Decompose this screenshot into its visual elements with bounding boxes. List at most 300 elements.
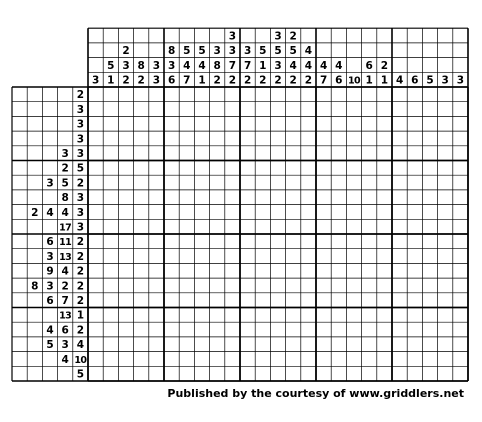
grid-cell[interactable] — [179, 146, 194, 161]
grid-cell[interactable] — [301, 87, 316, 102]
grid-cell[interactable] — [255, 219, 270, 234]
grid-cell[interactable] — [225, 131, 240, 146]
grid-cell[interactable] — [134, 263, 149, 278]
grid-cell[interactable] — [225, 190, 240, 205]
grid-cell[interactable] — [377, 205, 392, 220]
grid-cell[interactable] — [407, 146, 422, 161]
grid-cell[interactable] — [179, 219, 194, 234]
grid-cell[interactable] — [225, 87, 240, 102]
grid-cell[interactable] — [134, 366, 149, 381]
grid-cell[interactable] — [270, 116, 285, 131]
grid-cell[interactable] — [118, 337, 133, 352]
grid-cell[interactable] — [377, 263, 392, 278]
grid-cell[interactable] — [194, 205, 209, 220]
grid-cell[interactable] — [164, 366, 179, 381]
grid-cell[interactable] — [453, 175, 468, 190]
grid-cell[interactable] — [286, 175, 301, 190]
grid-cell[interactable] — [179, 263, 194, 278]
grid-cell[interactable] — [453, 116, 468, 131]
grid-cell[interactable] — [103, 87, 118, 102]
grid-cell[interactable] — [438, 102, 453, 117]
grid-cell[interactable] — [118, 102, 133, 117]
grid-cell[interactable] — [422, 308, 437, 323]
grid-cell[interactable] — [210, 219, 225, 234]
grid-cell[interactable] — [134, 116, 149, 131]
grid-cell[interactable] — [210, 87, 225, 102]
grid-cell[interactable] — [270, 293, 285, 308]
grid-cell[interactable] — [407, 263, 422, 278]
grid-cell[interactable] — [392, 131, 407, 146]
grid-cell[interactable] — [270, 308, 285, 323]
grid-cell[interactable] — [270, 175, 285, 190]
grid-cell[interactable] — [134, 161, 149, 176]
grid-cell[interactable] — [407, 249, 422, 264]
grid-cell[interactable] — [392, 263, 407, 278]
grid-cell[interactable] — [316, 308, 331, 323]
grid-cell[interactable] — [362, 322, 377, 337]
grid-cell[interactable] — [225, 352, 240, 367]
grid-cell[interactable] — [179, 205, 194, 220]
grid-cell[interactable] — [286, 87, 301, 102]
grid-cell[interactable] — [392, 308, 407, 323]
grid-cell[interactable] — [240, 161, 255, 176]
grid-cell[interactable] — [149, 263, 164, 278]
grid-cell[interactable] — [194, 161, 209, 176]
grid-cell[interactable] — [346, 278, 361, 293]
grid-cell[interactable] — [134, 219, 149, 234]
grid-cell[interactable] — [194, 366, 209, 381]
grid-cell[interactable] — [164, 161, 179, 176]
grid-cell[interactable] — [194, 175, 209, 190]
grid-cell[interactable] — [346, 234, 361, 249]
grid-cell[interactable] — [118, 131, 133, 146]
grid-cell[interactable] — [118, 161, 133, 176]
grid-cell[interactable] — [255, 146, 270, 161]
grid-cell[interactable] — [438, 190, 453, 205]
grid-cell[interactable] — [392, 249, 407, 264]
grid-cell[interactable] — [240, 146, 255, 161]
grid-cell[interactable] — [438, 175, 453, 190]
grid-cell[interactable] — [255, 102, 270, 117]
grid-cell[interactable] — [88, 161, 103, 176]
grid-cell[interactable] — [453, 219, 468, 234]
grid-cell[interactable] — [407, 175, 422, 190]
grid-cell[interactable] — [301, 219, 316, 234]
grid-cell[interactable] — [255, 366, 270, 381]
grid-cell[interactable] — [331, 190, 346, 205]
grid-cell[interactable] — [255, 175, 270, 190]
grid-cell[interactable] — [362, 249, 377, 264]
grid-cell[interactable] — [438, 366, 453, 381]
grid-cell[interactable] — [88, 293, 103, 308]
grid-cell[interactable] — [286, 102, 301, 117]
grid-cell[interactable] — [377, 87, 392, 102]
grid-cell[interactable] — [194, 322, 209, 337]
grid-cell[interactable] — [301, 278, 316, 293]
grid-cell[interactable] — [301, 234, 316, 249]
grid-cell[interactable] — [149, 146, 164, 161]
grid-cell[interactable] — [149, 190, 164, 205]
grid-cell[interactable] — [164, 219, 179, 234]
grid-cell[interactable] — [301, 322, 316, 337]
grid-cell[interactable] — [331, 352, 346, 367]
grid-cell[interactable] — [377, 308, 392, 323]
grid-cell[interactable] — [392, 278, 407, 293]
grid-cell[interactable] — [316, 175, 331, 190]
grid-cell[interactable] — [103, 234, 118, 249]
grid-cell[interactable] — [407, 234, 422, 249]
grid-cell[interactable] — [270, 322, 285, 337]
grid-cell[interactable] — [210, 263, 225, 278]
grid-cell[interactable] — [346, 249, 361, 264]
grid-cell[interactable] — [88, 234, 103, 249]
grid-cell[interactable] — [453, 352, 468, 367]
grid-cell[interactable] — [134, 278, 149, 293]
grid-cell[interactable] — [331, 293, 346, 308]
grid-cell[interactable] — [240, 131, 255, 146]
grid-cell[interactable] — [210, 116, 225, 131]
grid-cell[interactable] — [149, 352, 164, 367]
grid-cell[interactable] — [179, 337, 194, 352]
grid-cell[interactable] — [377, 234, 392, 249]
grid-cell[interactable] — [149, 205, 164, 220]
grid-cell[interactable] — [134, 234, 149, 249]
grid-cell[interactable] — [453, 146, 468, 161]
grid-cell[interactable] — [255, 293, 270, 308]
grid-cell[interactable] — [392, 352, 407, 367]
grid-cell[interactable] — [240, 219, 255, 234]
grid-cell[interactable] — [210, 352, 225, 367]
grid-cell[interactable] — [210, 278, 225, 293]
grid-cell[interactable] — [438, 308, 453, 323]
grid-cell[interactable] — [103, 161, 118, 176]
grid-cell[interactable] — [377, 131, 392, 146]
grid-cell[interactable] — [255, 337, 270, 352]
grid-cell[interactable] — [453, 278, 468, 293]
grid-cell[interactable] — [194, 190, 209, 205]
grid-cell[interactable] — [346, 322, 361, 337]
grid-cell[interactable] — [422, 102, 437, 117]
grid-cell[interactable] — [149, 87, 164, 102]
grid-cell[interactable] — [179, 293, 194, 308]
grid-cell[interactable] — [134, 146, 149, 161]
grid-cell[interactable] — [362, 278, 377, 293]
grid-cell[interactable] — [392, 102, 407, 117]
grid-cell[interactable] — [362, 116, 377, 131]
grid-cell[interactable] — [194, 116, 209, 131]
grid-cell[interactable] — [194, 263, 209, 278]
grid-cell[interactable] — [377, 161, 392, 176]
grid-cell[interactable] — [240, 249, 255, 264]
grid-cell[interactable] — [88, 278, 103, 293]
grid-cell[interactable] — [286, 293, 301, 308]
grid-cell[interactable] — [88, 308, 103, 323]
grid-cell[interactable] — [316, 102, 331, 117]
grid-cell[interactable] — [438, 234, 453, 249]
grid-cell[interactable] — [422, 146, 437, 161]
grid-cell[interactable] — [392, 219, 407, 234]
grid-cell[interactable] — [149, 219, 164, 234]
grid-cell[interactable] — [225, 219, 240, 234]
grid-cell[interactable] — [270, 366, 285, 381]
grid-cell[interactable] — [103, 278, 118, 293]
grid-cell[interactable] — [118, 278, 133, 293]
grid-cell[interactable] — [210, 175, 225, 190]
grid-cell[interactable] — [362, 219, 377, 234]
grid-cell[interactable] — [149, 366, 164, 381]
grid-cell[interactable] — [377, 322, 392, 337]
grid-cell[interactable] — [453, 322, 468, 337]
grid-cell[interactable] — [179, 278, 194, 293]
grid-cell[interactable] — [118, 322, 133, 337]
grid-cell[interactable] — [88, 219, 103, 234]
grid-cell[interactable] — [225, 322, 240, 337]
grid-cell[interactable] — [362, 308, 377, 323]
grid-cell[interactable] — [270, 278, 285, 293]
grid-cell[interactable] — [316, 131, 331, 146]
grid-cell[interactable] — [225, 205, 240, 220]
grid-cell[interactable] — [270, 263, 285, 278]
grid-cell[interactable] — [149, 278, 164, 293]
grid-cell[interactable] — [422, 293, 437, 308]
grid-cell[interactable] — [316, 190, 331, 205]
grid-cell[interactable] — [286, 219, 301, 234]
grid-cell[interactable] — [422, 116, 437, 131]
grid-cell[interactable] — [422, 161, 437, 176]
grid-cell[interactable] — [422, 219, 437, 234]
grid-cell[interactable] — [392, 322, 407, 337]
grid-cell[interactable] — [331, 249, 346, 264]
grid-cell[interactable] — [346, 131, 361, 146]
grid-cell[interactable] — [286, 278, 301, 293]
grid-cell[interactable] — [438, 87, 453, 102]
grid-cell[interactable] — [270, 102, 285, 117]
grid-cell[interactable] — [407, 278, 422, 293]
grid-cell[interactable] — [331, 205, 346, 220]
grid-cell[interactable] — [392, 234, 407, 249]
grid-cell[interactable] — [301, 337, 316, 352]
grid-cell[interactable] — [210, 337, 225, 352]
grid-cell[interactable] — [407, 116, 422, 131]
grid-cell[interactable] — [316, 352, 331, 367]
grid-cell[interactable] — [194, 131, 209, 146]
grid-cell[interactable] — [438, 278, 453, 293]
grid-cell[interactable] — [392, 161, 407, 176]
grid-cell[interactable] — [453, 249, 468, 264]
grid-cell[interactable] — [316, 366, 331, 381]
grid-cell[interactable] — [377, 278, 392, 293]
grid-cell[interactable] — [88, 322, 103, 337]
grid-cell[interactable] — [301, 249, 316, 264]
grid-cell[interactable] — [194, 278, 209, 293]
grid-cell[interactable] — [210, 308, 225, 323]
grid-cell[interactable] — [103, 337, 118, 352]
grid-cell[interactable] — [362, 131, 377, 146]
grid-cell[interactable] — [118, 293, 133, 308]
grid-cell[interactable] — [377, 352, 392, 367]
grid-cell[interactable] — [438, 249, 453, 264]
grid-cell[interactable] — [392, 366, 407, 381]
grid-cell[interactable] — [422, 131, 437, 146]
grid-cell[interactable] — [346, 190, 361, 205]
grid-cell[interactable] — [225, 161, 240, 176]
grid-cell[interactable] — [331, 161, 346, 176]
grid-cell[interactable] — [88, 102, 103, 117]
grid-cell[interactable] — [346, 219, 361, 234]
grid-cell[interactable] — [331, 263, 346, 278]
grid-cell[interactable] — [407, 102, 422, 117]
grid-cell[interactable] — [149, 322, 164, 337]
grid-cell[interactable] — [316, 219, 331, 234]
grid-cell[interactable] — [422, 337, 437, 352]
grid-cell[interactable] — [346, 87, 361, 102]
grid-cell[interactable] — [240, 190, 255, 205]
grid-cell[interactable] — [316, 205, 331, 220]
grid-cell[interactable] — [362, 352, 377, 367]
grid-cell[interactable] — [346, 337, 361, 352]
grid-cell[interactable] — [453, 234, 468, 249]
grid-cell[interactable] — [210, 322, 225, 337]
grid-cell[interactable] — [331, 337, 346, 352]
grid-cell[interactable] — [149, 293, 164, 308]
grid-cell[interactable] — [407, 322, 422, 337]
grid-cell[interactable] — [377, 219, 392, 234]
grid-cell[interactable] — [118, 87, 133, 102]
grid-cell[interactable] — [407, 293, 422, 308]
grid-cell[interactable] — [210, 234, 225, 249]
grid-cell[interactable] — [179, 161, 194, 176]
grid-cell[interactable] — [134, 205, 149, 220]
grid-cell[interactable] — [179, 352, 194, 367]
grid-cell[interactable] — [270, 219, 285, 234]
grid-cell[interactable] — [103, 190, 118, 205]
grid-cell[interactable] — [346, 366, 361, 381]
grid-cell[interactable] — [88, 352, 103, 367]
grid-cell[interactable] — [134, 308, 149, 323]
grid-cell[interactable] — [179, 175, 194, 190]
grid-cell[interactable] — [225, 278, 240, 293]
grid-cell[interactable] — [377, 366, 392, 381]
grid-cell[interactable] — [164, 322, 179, 337]
grid-cell[interactable] — [286, 161, 301, 176]
grid-cell[interactable] — [240, 308, 255, 323]
grid-cell[interactable] — [438, 337, 453, 352]
grid-cell[interactable] — [118, 234, 133, 249]
grid-cell[interactable] — [377, 146, 392, 161]
grid-cell[interactable] — [362, 205, 377, 220]
grid-cell[interactable] — [194, 102, 209, 117]
grid-cell[interactable] — [225, 337, 240, 352]
grid-cell[interactable] — [179, 366, 194, 381]
grid-cell[interactable] — [301, 116, 316, 131]
grid-cell[interactable] — [255, 249, 270, 264]
grid-cell[interactable] — [392, 205, 407, 220]
grid-cell[interactable] — [422, 175, 437, 190]
grid-cell[interactable] — [194, 293, 209, 308]
grid-cell[interactable] — [346, 263, 361, 278]
grid-cell[interactable] — [316, 87, 331, 102]
grid-cell[interactable] — [270, 205, 285, 220]
grid-cell[interactable] — [346, 205, 361, 220]
grid-cell[interactable] — [240, 337, 255, 352]
grid-cell[interactable] — [346, 116, 361, 131]
grid-cell[interactable] — [346, 161, 361, 176]
grid-cell[interactable] — [179, 87, 194, 102]
grid-cell[interactable] — [346, 293, 361, 308]
grid-cell[interactable] — [346, 175, 361, 190]
grid-cell[interactable] — [88, 337, 103, 352]
grid-cell[interactable] — [331, 322, 346, 337]
grid-cell[interactable] — [438, 205, 453, 220]
grid-cell[interactable] — [240, 175, 255, 190]
grid-cell[interactable] — [407, 366, 422, 381]
grid-cell[interactable] — [316, 146, 331, 161]
grid-cell[interactable] — [149, 175, 164, 190]
grid-cell[interactable] — [422, 87, 437, 102]
grid-cell[interactable] — [362, 87, 377, 102]
grid-cell[interactable] — [179, 190, 194, 205]
grid-cell[interactable] — [270, 337, 285, 352]
grid-cell[interactable] — [407, 337, 422, 352]
grid-cell[interactable] — [362, 337, 377, 352]
grid-cell[interactable] — [88, 190, 103, 205]
grid-cell[interactable] — [438, 263, 453, 278]
grid-cell[interactable] — [164, 205, 179, 220]
grid-cell[interactable] — [240, 102, 255, 117]
grid-cell[interactable] — [118, 175, 133, 190]
grid-cell[interactable] — [225, 146, 240, 161]
grid-cell[interactable] — [210, 293, 225, 308]
grid-cell[interactable] — [377, 102, 392, 117]
grid-cell[interactable] — [149, 161, 164, 176]
grid-cell[interactable] — [331, 146, 346, 161]
grid-cell[interactable] — [179, 322, 194, 337]
grid-cell[interactable] — [407, 205, 422, 220]
grid-cell[interactable] — [301, 263, 316, 278]
grid-cell[interactable] — [118, 263, 133, 278]
grid-cell[interactable] — [88, 116, 103, 131]
grid-cell[interactable] — [194, 234, 209, 249]
grid-cell[interactable] — [210, 102, 225, 117]
grid-cell[interactable] — [316, 337, 331, 352]
grid-cell[interactable] — [362, 234, 377, 249]
grid-cell[interactable] — [134, 249, 149, 264]
grid-cell[interactable] — [453, 293, 468, 308]
grid-cell[interactable] — [286, 116, 301, 131]
grid-cell[interactable] — [134, 102, 149, 117]
grid-cell[interactable] — [362, 293, 377, 308]
grid-cell[interactable] — [286, 322, 301, 337]
grid-cell[interactable] — [118, 190, 133, 205]
grid-cell[interactable] — [377, 116, 392, 131]
grid-cell[interactable] — [422, 190, 437, 205]
grid-cell[interactable] — [316, 249, 331, 264]
grid-cell[interactable] — [88, 87, 103, 102]
grid-cell[interactable] — [362, 146, 377, 161]
grid-cell[interactable] — [270, 146, 285, 161]
grid-cell[interactable] — [453, 190, 468, 205]
grid-cell[interactable] — [331, 116, 346, 131]
grid-cell[interactable] — [118, 249, 133, 264]
grid-cell[interactable] — [316, 234, 331, 249]
grid-cell[interactable] — [149, 102, 164, 117]
grid-cell[interactable] — [103, 116, 118, 131]
grid-cell[interactable] — [88, 263, 103, 278]
grid-cell[interactable] — [392, 146, 407, 161]
grid-cell[interactable] — [240, 278, 255, 293]
grid-cell[interactable] — [149, 234, 164, 249]
grid-cell[interactable] — [103, 219, 118, 234]
